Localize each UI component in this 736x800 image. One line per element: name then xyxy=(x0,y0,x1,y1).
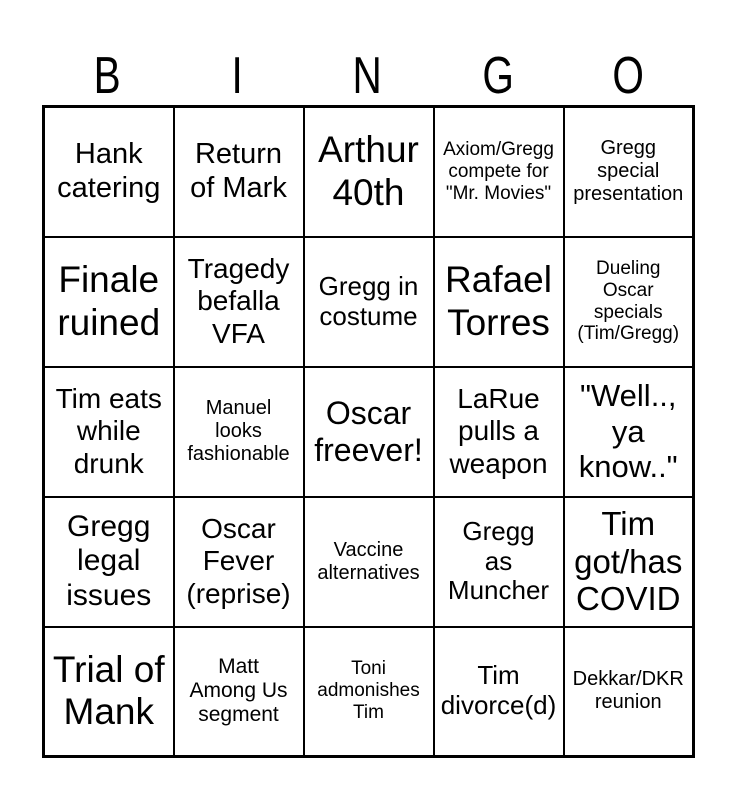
bingo-cell-r3c2[interactable] xyxy=(174,367,304,497)
bingo-cell-text: Tim got/has COVID xyxy=(574,504,683,618)
bingo-row-1 xyxy=(44,107,694,237)
bingo-cell-text: Gregg as Muncher xyxy=(447,515,550,606)
bingo-cell-text: Tragedy befalla VFA xyxy=(187,253,290,349)
title-letter-g: G xyxy=(481,46,514,105)
bingo-cell-r5c5[interactable] xyxy=(564,627,694,757)
bingo-cell-text: Tim divorce(d) xyxy=(440,660,557,721)
bingo-cell-r5c1[interactable] xyxy=(44,627,174,757)
bingo-cell-text: Manuel looks fashionable xyxy=(187,397,290,465)
bingo-cell-text: Gregg legal issues xyxy=(66,509,152,612)
bingo-row-4 xyxy=(44,497,694,627)
bingo-cell-r5c2[interactable] xyxy=(174,627,304,757)
bingo-cell-text: Gregg in costume xyxy=(318,270,419,331)
bingo-cell-r2c3[interactable] xyxy=(304,237,434,367)
bingo-cell-r2c1[interactable] xyxy=(44,237,174,367)
bingo-cell-r5c4[interactable] xyxy=(434,627,564,757)
bingo-cell-r1c5[interactable] xyxy=(564,107,694,237)
bingo-cell-text: Toni admonishes Tim xyxy=(317,658,420,724)
bingo-cell-r2c5[interactable] xyxy=(564,237,694,367)
bingo-cell-r1c2[interactable] xyxy=(174,107,304,237)
bingo-cell-r1c3[interactable] xyxy=(304,107,434,237)
bingo-cell-text: Trial of Mank xyxy=(52,648,165,733)
bingo-cell-text: LaRue pulls a weapon xyxy=(449,383,548,479)
bingo-cell-r1c1[interactable] xyxy=(44,107,174,237)
bingo-cell-r4c2[interactable] xyxy=(174,497,304,627)
bingo-cell-r5c3[interactable] xyxy=(304,627,434,757)
bingo-row-5 xyxy=(44,627,694,757)
bingo-cell-r3c1[interactable] xyxy=(44,367,174,497)
bingo-cell-text: Return of Mark xyxy=(190,138,287,204)
bingo-cell-r2c4[interactable] xyxy=(434,237,564,367)
bingo-cell-text: Arthur 40th xyxy=(318,129,419,213)
bingo-cell-r2c2[interactable] xyxy=(174,237,304,367)
bingo-cell-r4c1[interactable] xyxy=(44,497,174,627)
bingo-cell-text: Matt Among Us segment xyxy=(189,655,288,727)
title-letter-b: B xyxy=(93,46,121,105)
bingo-cell-text: Axiom/Gregg compete for "Mr. Movies" xyxy=(443,138,554,204)
bingo-cell-text: Tim eats while drunk xyxy=(55,383,162,479)
bingo-cell-r4c5[interactable] xyxy=(564,497,694,627)
bingo-cell-r3c4[interactable] xyxy=(434,367,564,497)
bingo-row-2 xyxy=(44,237,694,367)
bingo-cell-text: Rafael Torres xyxy=(445,258,552,343)
bingo-grid-body xyxy=(44,107,694,757)
bingo-grid xyxy=(42,105,695,758)
bingo-cell-text: Oscar Fever (reprise) xyxy=(186,513,291,609)
bingo-cell-text: Finale ruined xyxy=(57,258,161,343)
bingo-cell-text: Hank catering xyxy=(57,138,161,204)
title-letter-o: O xyxy=(612,46,644,105)
bingo-cell-r4c4[interactable] xyxy=(434,497,564,627)
bingo-cell-text: "Well.., ya know.." xyxy=(578,378,678,485)
title-letter-i: I xyxy=(231,46,243,105)
bingo-cell-r3c3[interactable] xyxy=(304,367,434,497)
bingo-cell-text: Oscar freever! xyxy=(314,394,423,468)
bingo-cell-text: Vaccine alternatives xyxy=(317,538,420,584)
bingo-cell-r1c4[interactable] xyxy=(434,107,564,237)
bingo-cell-r3c5[interactable] xyxy=(564,367,694,497)
bingo-title xyxy=(42,0,693,105)
bingo-cell-text: Gregg special presentation xyxy=(573,137,684,206)
title-letter-n: N xyxy=(352,46,383,105)
bingo-cell-text: Dueling Oscar specials (Tim/Gregg) xyxy=(577,257,680,345)
bingo-cell-text: Dekkar/DKR reunion xyxy=(572,668,684,714)
bingo-row-3 xyxy=(44,367,694,497)
bingo-cell-r4c3[interactable] xyxy=(304,497,434,627)
